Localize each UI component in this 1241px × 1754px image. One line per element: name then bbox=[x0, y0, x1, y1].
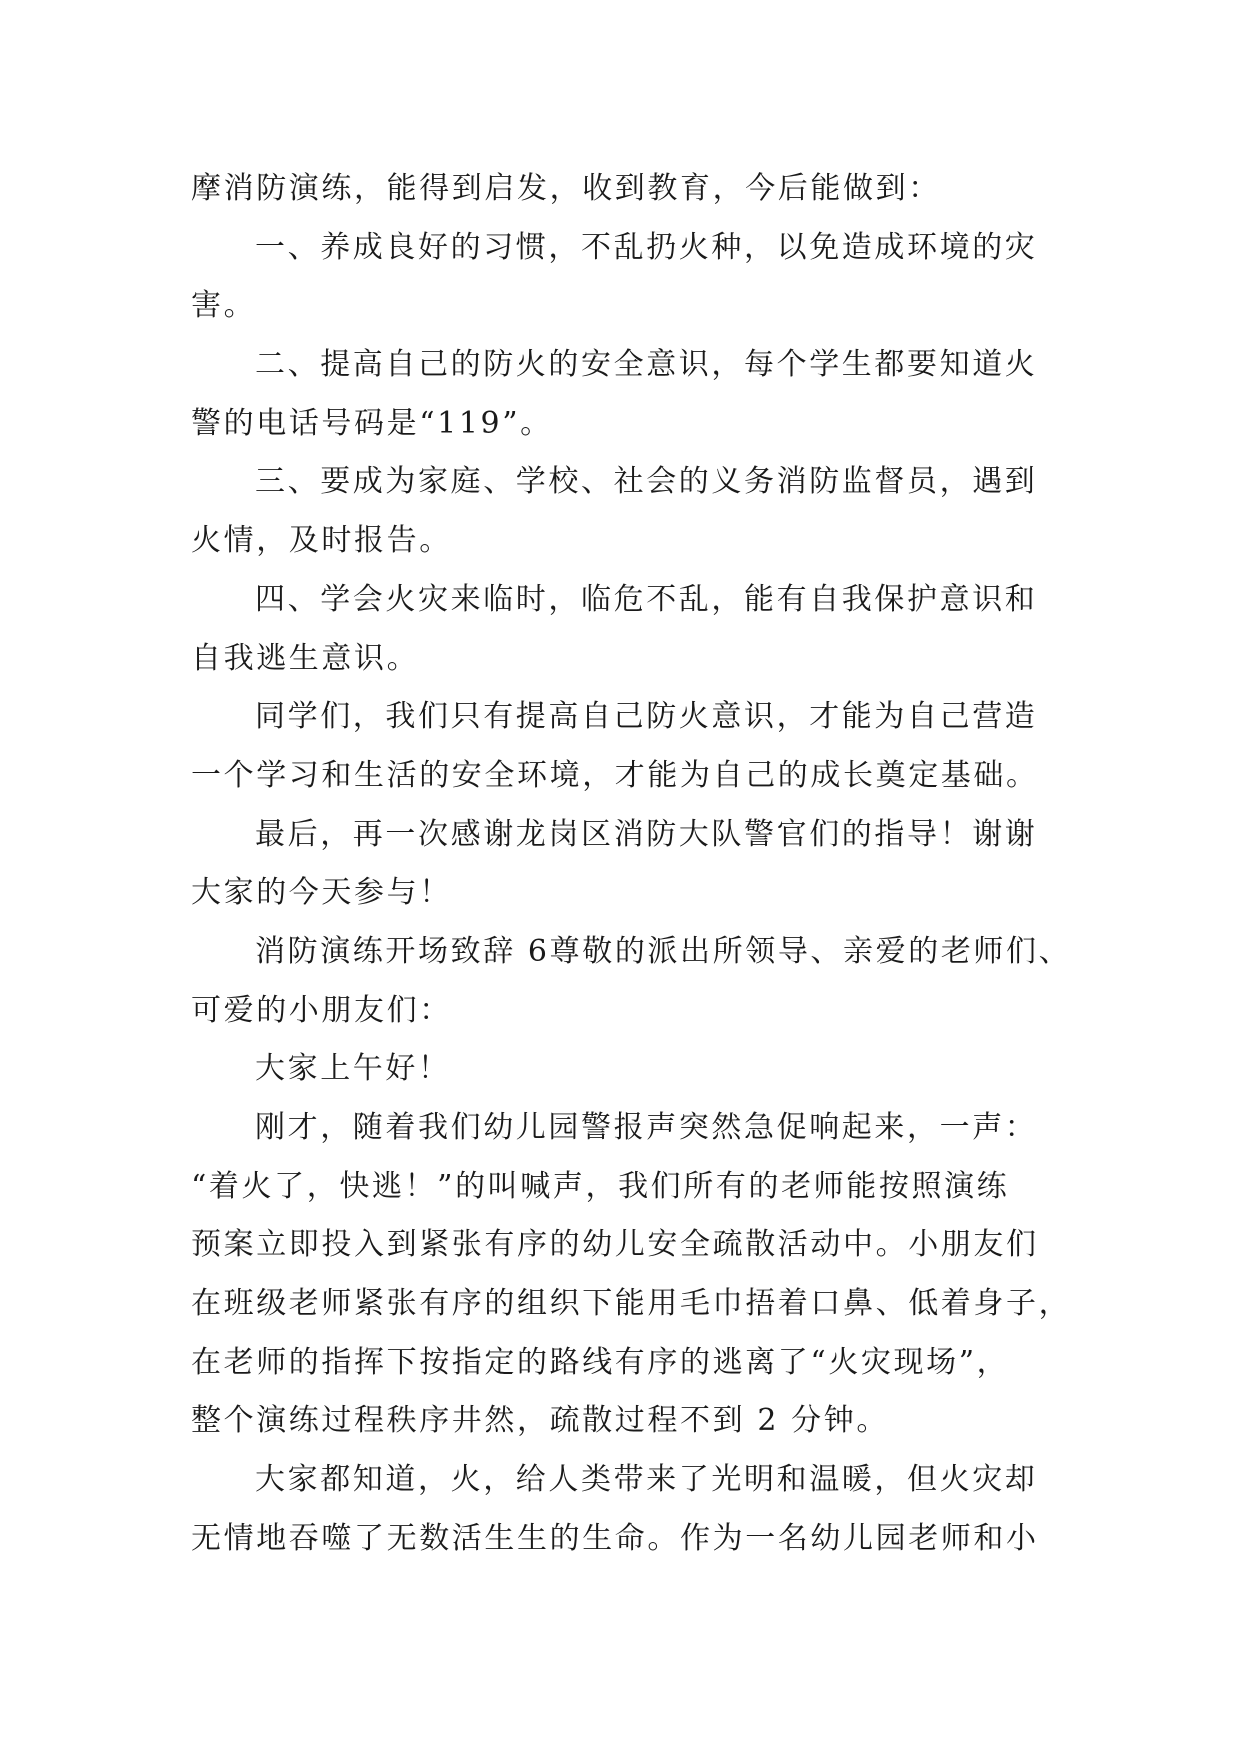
text-line: 可爱的小朋友们： bbox=[191, 992, 452, 1028]
text-line: 无情地吞噬了无数活生生的生命。作为一名幼儿园老师和小 bbox=[191, 1520, 1039, 1556]
body-text bbox=[191, 160, 1072, 1569]
text-line: 警的电话号码是“119”。 bbox=[191, 405, 553, 441]
text-line: 刚才，随着我们幼儿园警报声突然急促响起来，一声： bbox=[255, 1110, 1038, 1145]
text-line: 摩消防演练，能得到启发，收到教育，今后能做到： bbox=[191, 171, 941, 206]
text-line: 在老师的指挥下按指定的路线有序的逃离了“火灾现场”， bbox=[191, 1344, 1010, 1380]
text-line: 大家的今天参与！ bbox=[191, 875, 452, 911]
text-line: 在班级老师紧张有序的组织下能用毛巾捂着口鼻、低着身子， bbox=[191, 1286, 1072, 1322]
text-line: 自我逃生意识。 bbox=[191, 640, 420, 676]
text-line: 二、提高自己的防火的安全意识，每个学生都要知道火 bbox=[255, 347, 1038, 383]
text-line: 一、养成良好的习惯，不乱扔火种，以免造成环境的灾 bbox=[255, 229, 1038, 265]
text-line: “着火了，快逃！”的叫喊声，我们所有的老师能按照演练 bbox=[191, 1168, 1010, 1204]
text-line: 四、学会火灾来临时，临危不乱，能有自我保护意识和 bbox=[255, 581, 1038, 617]
text-line: 害。 bbox=[191, 288, 257, 324]
text-line: 整个演练过程秩序井然，疏散过程不到 2 分钟。 bbox=[191, 1403, 889, 1439]
text-line: 大家上午好！ bbox=[255, 1051, 451, 1087]
text-line: 消防演练开场致辞 6尊敬的派出所领导、亲爱的老师们、 bbox=[255, 933, 1072, 969]
text-line: 三、要成为家庭、学校、社会的义务消防监督员，遇到 bbox=[255, 464, 1038, 500]
text-line: 最后，再一次感谢龙岗区消防大队警官们的指导！谢谢 bbox=[255, 816, 1038, 852]
text-line: 火情，及时报告。 bbox=[191, 523, 452, 559]
text-line: 大家都知道，火，给人类带来了光明和温暖，但火灾却 bbox=[255, 1462, 1038, 1498]
text-line: 一个学习和生活的安全环境，才能为自己的成长奠定基础。 bbox=[191, 757, 1039, 793]
text-line: 同学们，我们只有提高自己防火意识，才能为自己营造 bbox=[255, 699, 1038, 735]
text-line: 预案立即投入到紧张有序的幼儿安全疏散活动中。小朋友们 bbox=[191, 1227, 1039, 1263]
